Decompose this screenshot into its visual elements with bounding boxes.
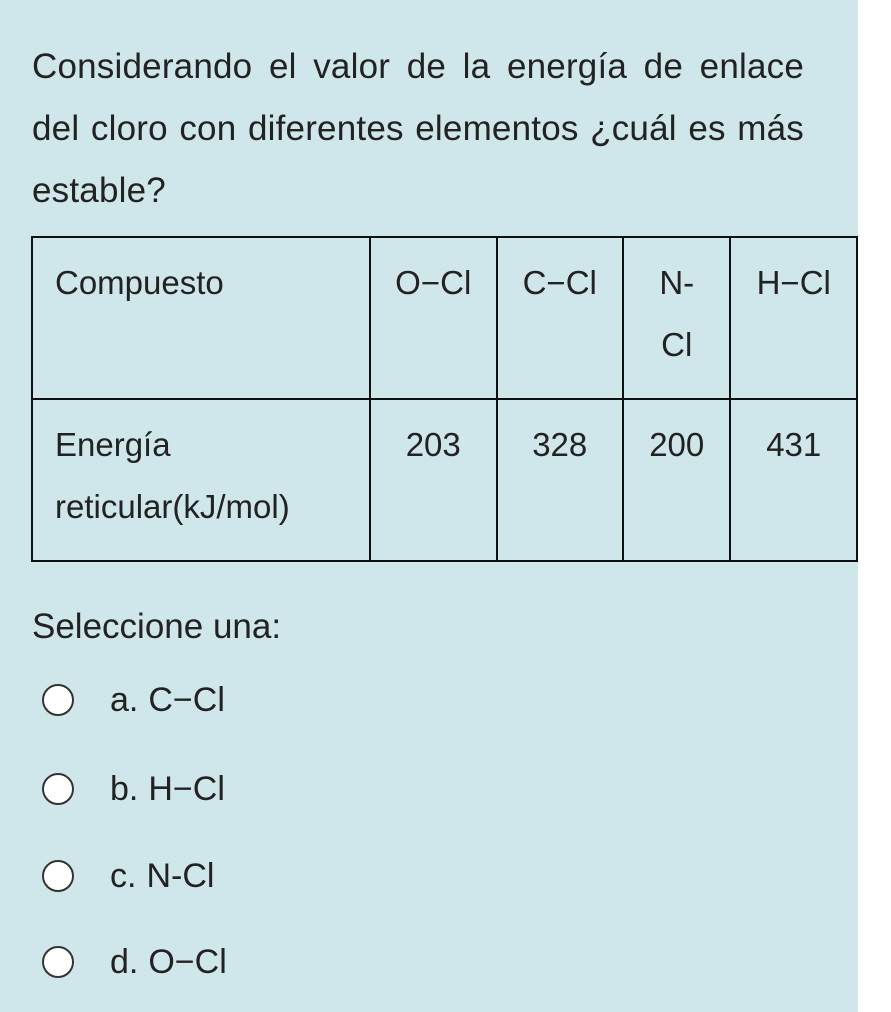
table-header-compound: Compuesto	[32, 237, 370, 399]
answer-option-c[interactable]	[42, 851, 214, 901]
table-header-c-cl: C−Cl	[497, 237, 623, 399]
table-row	[32, 399, 857, 561]
table-cell-h-cl: 431	[730, 399, 857, 561]
table-row-label: Energía reticular(kJ/mol)	[32, 399, 370, 561]
option-letter: b.	[110, 770, 139, 808]
table-header-row	[32, 237, 857, 399]
select-prompt: Seleccione una:	[32, 607, 282, 646]
question-text: Considerando el valor de la energía de enlace del cloro con diferentes elementos ¿cuál es más estable?	[32, 47, 804, 210]
option-letter: c.	[110, 857, 137, 895]
option-letter: a.	[110, 681, 139, 719]
radio-button-icon[interactable]	[42, 946, 74, 978]
option-label: H−Cl	[148, 770, 225, 808]
radio-button-icon[interactable]	[42, 773, 74, 805]
table-cell-c-cl: 328	[497, 399, 623, 561]
table-header-h-cl: H−Cl	[730, 237, 857, 399]
radio-button-icon[interactable]	[42, 860, 74, 892]
table-cell-n-cl: 200	[623, 399, 730, 561]
table-header-o-cl: O−Cl	[370, 237, 497, 399]
answer-option-b[interactable]	[42, 764, 225, 814]
option-label: O−Cl	[148, 943, 227, 981]
answer-option-d[interactable]	[42, 937, 227, 987]
option-letter: d.	[110, 943, 139, 981]
table-header-n-cl: N- Cl	[623, 237, 730, 399]
answer-option-a[interactable]	[42, 675, 225, 725]
option-label: N-Cl	[146, 857, 215, 895]
radio-button-icon[interactable]	[42, 684, 74, 716]
option-label: C−Cl	[148, 681, 225, 719]
table-cell-o-cl: 203	[370, 399, 497, 561]
bond-energy-table	[31, 236, 858, 562]
